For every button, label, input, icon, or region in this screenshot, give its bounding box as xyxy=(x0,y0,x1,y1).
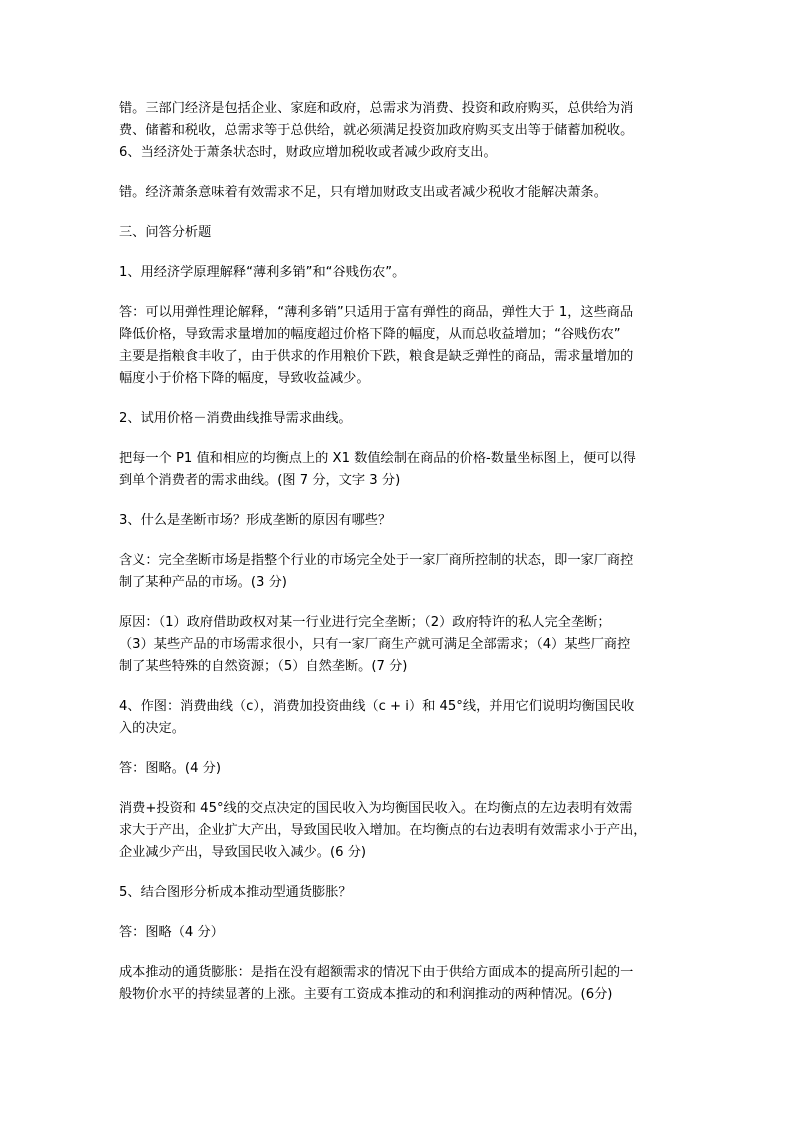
answer xyxy=(119,922,679,944)
text-line: 1、用经济学原理解释“薄利多销”和“谷贱伤农”。 xyxy=(119,265,406,280)
text-line: 6、当经济处于萧条状态时，财政应增加税收或者减少政府支出。 xyxy=(119,145,497,160)
question xyxy=(119,882,679,904)
text-line: 错。经济萧条意味着有效需求不足，只有增加财政支出或者减少税收才能解决萧条。 xyxy=(119,185,607,200)
text-line: 错。三部门经济是包括企业、家庭和政府，总需求为消费、投资和政府购买，总供给为消 xyxy=(119,101,634,116)
text-line: 制了某种产品的市场。(3 分) xyxy=(119,575,287,590)
answer xyxy=(119,550,679,594)
text-line: 求大于产出，企业扩大产出，导致国民收入增加。在均衡点的右边表明有效需求小于产出， xyxy=(119,823,647,838)
text-line: 费、储蓄和税收，总需求等于总供给，就必须满足投资加政府购买支出等于储蓄加税收。 xyxy=(119,123,634,138)
text-line: 答：图略。(4 分) xyxy=(119,761,221,776)
text-line: 把每一个 P1 值和相应的均衡点上的 X1 数值绘制在商品的价格-数量坐标图上，便可以得 xyxy=(119,451,636,466)
answer xyxy=(119,302,679,390)
text-line: 入的决定。 xyxy=(119,721,185,736)
text-line: 含义：完全垄断市场是指整个行业的市场完全处于一家厂商所控制的状态，即一家厂商控 xyxy=(119,553,634,568)
text-line: 降低价格，导致需求量增加的幅度超过价格下降的幅度，从而总收益增加；“谷贱伤农” xyxy=(119,327,621,342)
text-line: 答：可以用弹性理论解释，“薄利多销”只适用于富有弹性的商品，弹性大于 1，这些商品 xyxy=(119,305,634,320)
answer xyxy=(119,798,679,864)
document-page xyxy=(119,98,679,1006)
text-line: 消费+投资和 45°线的交点决定的国民收入为均衡国民收入。在均衡点的左边表明有效需 xyxy=(119,801,633,816)
text-line: 成本推动的通货膨胀：是指在没有超额需求的情况下由于供给方面成本的提高所引起的一 xyxy=(119,965,634,980)
text-line: 制了某些特殊的自然资源；（5）自然垄断。(7 分) xyxy=(119,659,408,674)
answer xyxy=(119,612,679,678)
question xyxy=(119,510,679,532)
text-line: （3）某些产品的市场需求很小，只有一家厂商生产就可满足全部需求；（4）某些厂商控 xyxy=(119,637,631,652)
text-line: 企业减少产出，导致国民收入减少。(6 分) xyxy=(119,845,367,860)
text-line: 原因：（1）政府借助政权对某一行业进行完全垄断；（2）政府特许的私人完全垄断； xyxy=(119,615,611,630)
text-line: 3、什么是垄断市场？形成垄断的原因有哪些？ xyxy=(119,513,392,528)
paragraph xyxy=(119,98,679,164)
answer xyxy=(119,758,679,780)
question xyxy=(119,262,679,284)
question xyxy=(119,696,679,740)
text-line: 4、作图：消费曲线（c），消费加投资曲线（c + i）和 45°线，并用它们说明均衡国民收 xyxy=(119,699,635,714)
section-heading xyxy=(119,222,679,244)
text-line: 般物价水平的持续显著的上涨。主要有工资成本推动的和利润推动的两种情况。(6分) xyxy=(119,987,613,1002)
text-line: 主要是指粮食丰收了，由于供求的作用粮价下跌，粮食是缺乏弹性的商品，需求量增加的 xyxy=(119,349,634,364)
paragraph xyxy=(119,182,679,204)
answer xyxy=(119,448,679,492)
answer xyxy=(119,962,679,1006)
text-line: 2、试用价格－消费曲线推导需求曲线。 xyxy=(119,411,352,426)
text-line: 答：图略（4 分） xyxy=(119,925,224,940)
question xyxy=(119,408,679,430)
text-line: 三、问答分析题 xyxy=(119,225,212,240)
text-line: 幅度小于价格下降的幅度，导致收益减少。 xyxy=(119,371,370,386)
text-line: 5、结合图形分析成本推动型通货膨胀？ xyxy=(119,885,352,900)
text-line: 到单个消费者的需求曲线。(图 7 分，文字 3 分) xyxy=(119,473,401,488)
